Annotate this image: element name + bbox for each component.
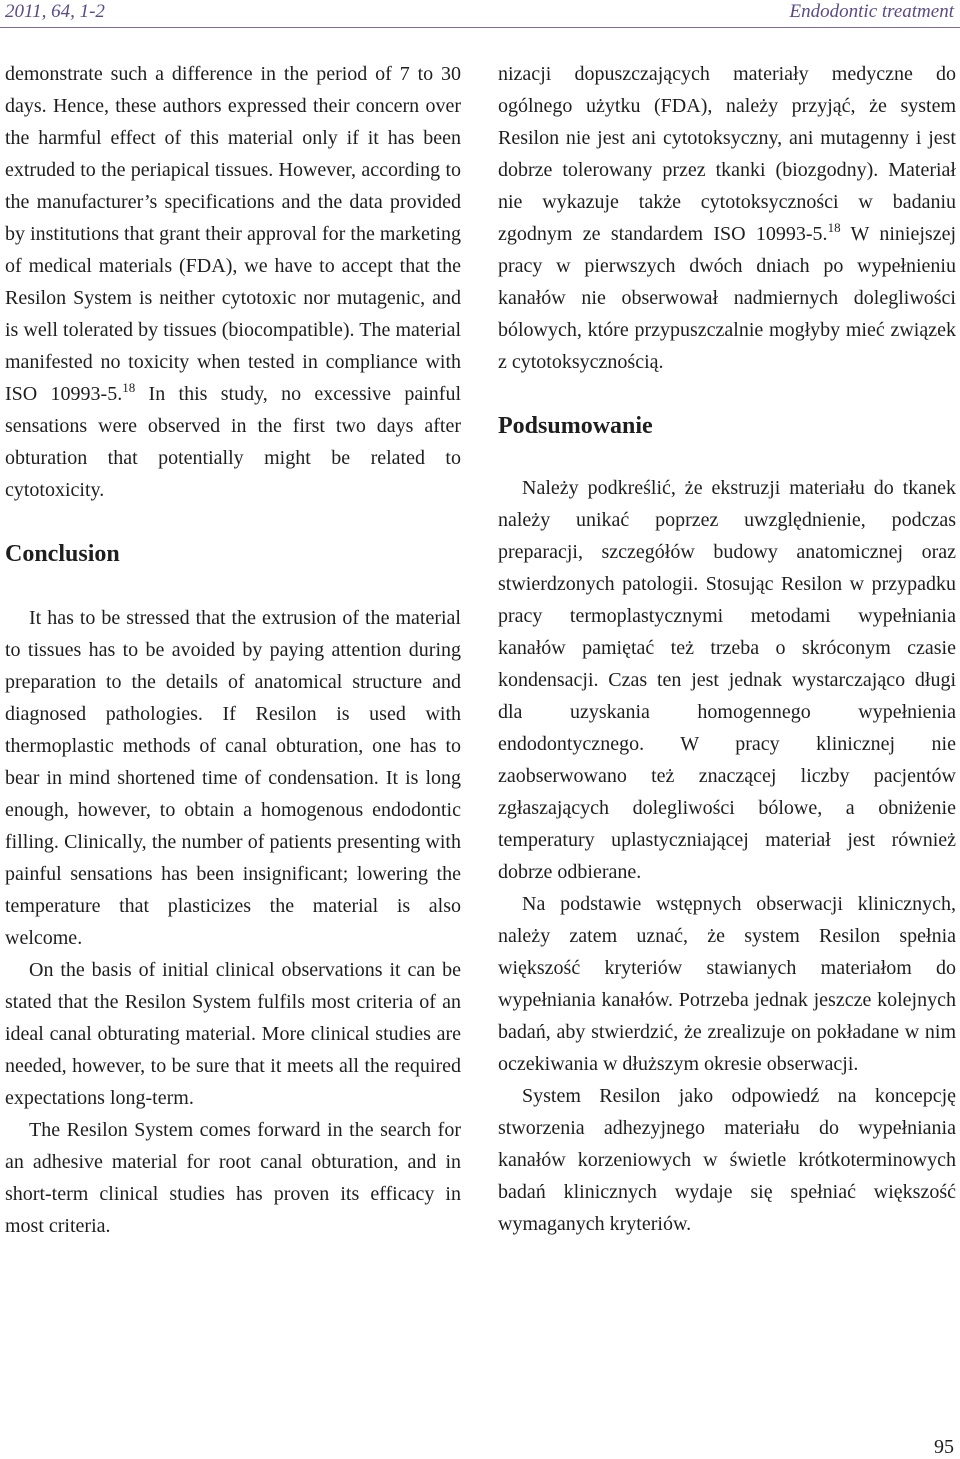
header-rule	[0, 27, 960, 28]
paragraph-text: nizacji dopuszczających materiały medyczne do ogólnego użytku (FDA), należy przyjąć, że system Resilon nie jest ani cytotoksyczny, ani mutagenny i jest dobrze tolerowany przez tkanki (biozgodny). Materiał nie wykazuje także cytotoksyczności w badaniu zgodnym ze standardem ISO 10993-5.	[498, 63, 956, 245]
paragraph: Należy podkreślić, że ekstruzji materiału do tkanek należy unikać poprzez uwzględnienie, podczas preparacji, szczegółów budowy anatomicznej oraz stwierdzonych patologii. Stosując Resilon w przypadku pracy termoplastycznymi metodami wypełniania kanałów pamiętać też trzeba o skróconym czasie kondensacji. Czas ten jest jednak wystarczająco długi dla uzyskania homogennego wypełnienia endodontycznego. W pracy klinicznej nie zaobserwowano też znaczącej liczby pacjentów zgłaszających dolegliwości bólowe, a obniżenie temperatury uplastyczniającej materiał jest również dobrze odbierane.	[498, 477, 956, 883]
paragraph-text: In this study, no excessive painful sensations were observed in the first two days after obturation that potentially might be related to cytotoxicity.	[5, 383, 461, 501]
page-number: 95	[934, 1436, 954, 1458]
running-header	[0, 0, 960, 28]
paragraph: On the basis of initial clinical observations it can be stated that the Resilon System fulfils most criteria of an ideal canal obturating material. More clinical studies are needed, however, to be sure that it meets all the required expectations long-term.	[5, 959, 461, 1109]
paragraph: The Resilon System comes forward in the search for an adhesive material for root canal obturation, and in short-term clinical studies has proven its efficacy in most criteria.	[5, 1119, 461, 1237]
paragraph-discussion-end	[498, 58, 956, 378]
english-column	[5, 58, 461, 1242]
paragraph: System Resilon jako odpowiedź na koncepcję stworzenia adhezyjnego materiału do wypełniania kanałów korzeniowych w świetle krótkoterminowych badań klinicznych wydaje się spełniać większość wymaganych kryteriów.	[498, 1085, 956, 1235]
paragraph: It has to be stressed that the extrusion of the material to tissues has to be avoided by paying attention during preparation to the details of anatomical structure and diagnosed pathologies. If Resilon is used with thermoplastic methods of canal obturation, one has to bear in mind shortened time of condensation. It is long enough, however, to obtain a homogenous endodontic filling. Clinically, the number of patients presenting with painful sensations has been insignificant; lowering the temperature that plasticizes the material is also welcome.	[5, 607, 461, 949]
polish-column	[498, 58, 956, 1240]
paragraph-text: W niniejszej pracy w pierwszych dwóch dniach po wypełnieniu kanałów nie obserwował nadmiernych dolegliwości bólowych, które przypuszczalnie mogłyby mieć związek z cytotoksycznością.	[498, 223, 957, 373]
paragraph: Na podstawie wstępnych obserwacji klinicznych, należy zatem uznać, że system Resilon spełnia większość kryteriów stawianych materiałom do wypełniania kanałów. Potrzeba jednak jeszcze kolejnych badań, aby stwierdzić, że zrealizuje on pokładane w nim oczekiwania w dłuższym okresie obserwacji.	[498, 893, 956, 1075]
section-heading-conclusion: Conclusion	[5, 541, 120, 567]
journal-citation: 2011, 64, 1-2	[5, 1, 105, 22]
paragraph-text: demonstrate such a difference in the period of 7 to 30 days. Hence, these authors expressed their concern over the harmful effect of this material only if it has been extruded to the periapical tissues. However, according to the manufacturer’s specifications and the data provided by institutions that grant their approval for the marketing of medical materials (FDA), we have to accept that the Resilon System is neither cytotoxic nor mutagenic, and is well tolerated by tissues (biocompatible). The material manifested no toxicity when tested in compliance with ISO 10993-5.	[5, 63, 461, 405]
section-title: Endodontic treatment	[789, 1, 954, 22]
paragraph-discussion-end	[5, 58, 461, 506]
section-heading-podsumowanie: Podsumowanie	[498, 413, 653, 439]
reference-marker: 18	[122, 380, 136, 395]
reference-marker: 18	[827, 220, 841, 235]
